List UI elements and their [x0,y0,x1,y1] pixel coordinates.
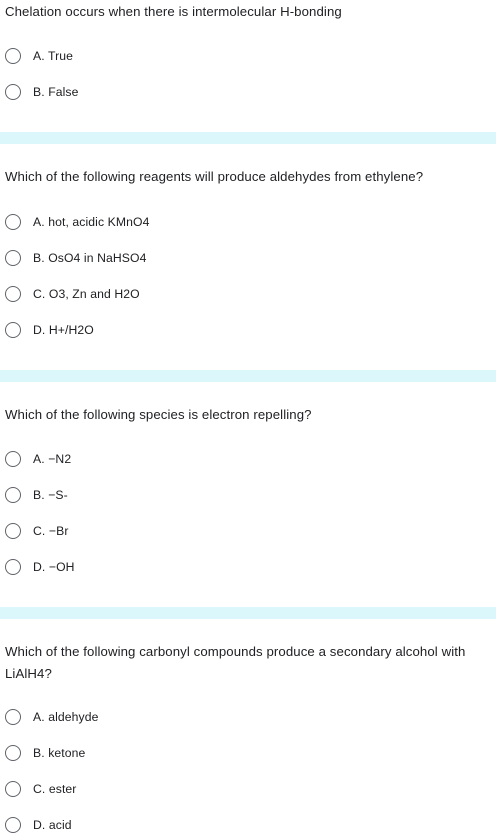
option-label: C. −Br [33,524,69,538]
option-label: A. aldehyde [33,710,99,724]
question-3-option-c[interactable] [5,520,68,542]
option-label: B. ketone [33,746,86,760]
option-label: B. False [33,85,79,99]
section-divider [0,370,496,382]
radio-button[interactable] [5,250,21,266]
radio-button[interactable] [5,84,21,100]
question-4-option-a[interactable] [5,706,98,728]
question-3-option-a[interactable] [5,448,71,470]
radio-button[interactable] [5,214,21,230]
question-4-option-d[interactable] [5,814,72,836]
radio-button[interactable] [5,745,21,761]
radio-button[interactable] [5,523,21,539]
option-label: D. acid [33,818,72,832]
option-label: B. −S- [33,488,68,502]
radio-button[interactable] [5,451,21,467]
option-label: C. ester [33,782,77,796]
radio-button[interactable] [5,487,21,503]
radio-button[interactable] [5,286,21,302]
option-label: A. hot, acidic KMnO4 [33,215,150,229]
section-divider [0,607,496,619]
radio-button[interactable] [5,48,21,64]
option-label: D. −OH [33,560,75,574]
question-2-option-d[interactable] [5,319,94,341]
question-2-text: Which of the following reagents will produce aldehydes from ethylene? [5,169,424,184]
question-4-text: Which of the following carbonyl compounds produce a secondary alcohol with LiAlH4? [5,644,466,681]
option-label: B. OsO4 in NaHSO4 [33,251,147,265]
option-label: D. H+/H2O [33,323,94,337]
question-2-option-b[interactable] [5,247,146,269]
radio-button[interactable] [5,559,21,575]
question-1-option-a[interactable] [5,45,73,67]
question-4-option-b[interactable] [5,742,85,764]
question-1-option-b[interactable] [5,81,79,103]
question-2-option-c[interactable] [5,283,140,305]
question-1-text: Chelation occurs when there is intermolecular H-bonding [5,4,342,19]
question-4-option-c[interactable] [5,778,76,800]
radio-button[interactable] [5,322,21,338]
radio-button[interactable] [5,709,21,725]
option-label: A. True [33,49,73,63]
option-label: A. −N2 [33,452,72,466]
section-divider [0,132,496,144]
question-2-option-a[interactable] [5,211,149,233]
radio-button[interactable] [5,817,21,833]
question-3-text: Which of the following species is electron repelling? [5,407,312,422]
question-3-option-b[interactable] [5,484,68,506]
radio-button[interactable] [5,781,21,797]
question-3-option-d[interactable] [5,556,75,578]
option-label: C. O3, Zn and H2O [33,287,140,301]
